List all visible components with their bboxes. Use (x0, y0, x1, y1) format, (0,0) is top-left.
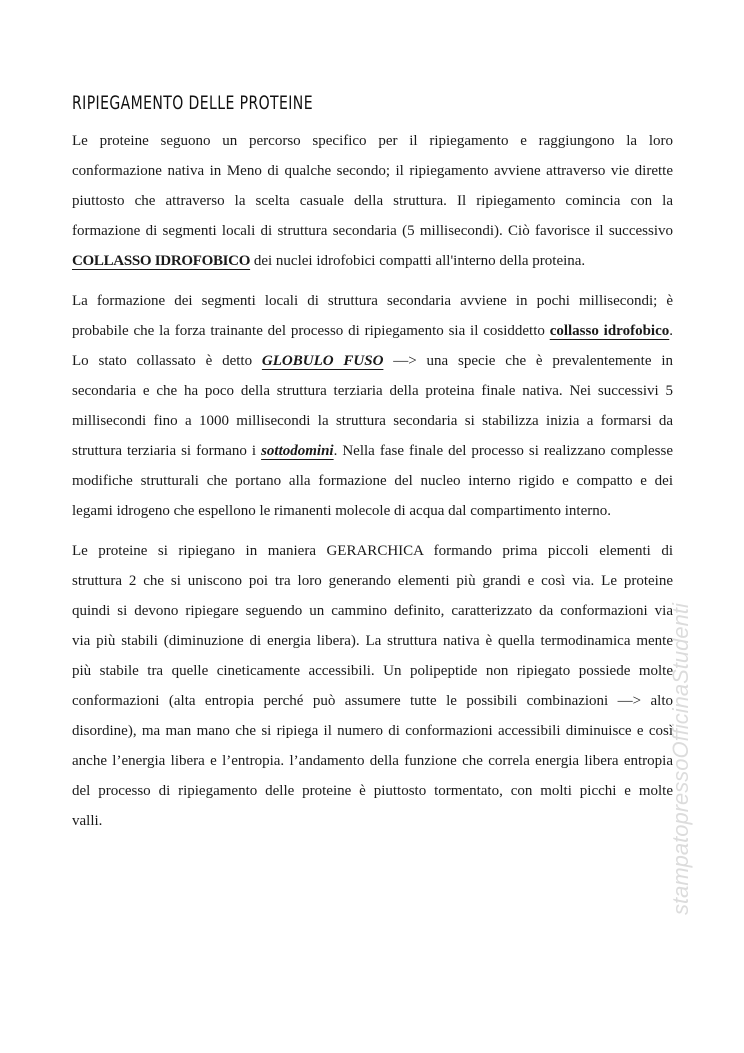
text-segment: legami idrogeno che espellono le rimanenti molecole di acqua dal compartimento interno. (72, 503, 611, 519)
text-segment: . (669, 323, 673, 339)
text-segment: formazione di segmenti locali di struttura secondaria (5 millisecondi). Ciò favorisce il successivo (72, 223, 673, 239)
text-segment: millisecondi fino a 1000 millisecondi la struttura secondaria si stabilizza inizia a formarsi da (72, 413, 673, 429)
text-segment: quindi si devono ripiegare seguendo un cammino definito, caratterizzato da conformazioni via (72, 603, 673, 619)
text-line (72, 376, 673, 406)
text-line (72, 216, 673, 246)
text-line (72, 466, 673, 496)
text-line (72, 596, 673, 626)
text-segment: anche l’energia libera e l’entropia. l’andamento della funzione che correla energia libera entropia (72, 753, 673, 769)
text-line (72, 716, 673, 746)
text-line (72, 246, 673, 276)
text-line (72, 406, 673, 436)
document-body (72, 126, 673, 846)
text-line (72, 536, 673, 566)
text-segment: struttura terziaria si formano i (72, 443, 262, 459)
text-segment: modifiche strutturali che portano alla formazione del nucleo interno rigido e compatto e dei (72, 473, 673, 489)
text-line (72, 686, 673, 716)
text-segment: valli. (72, 813, 103, 829)
paragraph (72, 536, 673, 836)
highlighted-term: sottodomini (261, 443, 334, 459)
text-segment: dei nuclei idrofobici compatti all'interno della proteina. (250, 253, 586, 269)
highlighted-term: COLLASSO IDROFOBICO (72, 253, 251, 269)
text-segment: Lo stato collassato è detto (72, 353, 262, 369)
watermark: stampatopressoOfficinaStudenti (668, 603, 693, 915)
text-segment: . Nella fase finale del processo si realizzano complesse (333, 443, 673, 459)
text-line (72, 626, 673, 656)
text-segment: probabile che la forza trainante del processo di ripiegamento sia il cosiddetto (72, 323, 550, 339)
text-line (72, 436, 673, 466)
highlighted-term: GLOBULO FUSO (261, 353, 384, 369)
text-segment: più stabile tra quelle cineticamente accessibili. Un polipeptide non ripiegato possiede molte (72, 663, 673, 679)
text-segment: conformazione nativa in Meno di qualche secondo; il ripiegamento avviene attraverso vie dirette (72, 163, 673, 179)
text-line (72, 346, 673, 376)
text-line (72, 806, 673, 836)
text-segment: secondaria e che ha poco della struttura terziaria della proteina finale nativa. Nei successivi 5 (72, 383, 673, 399)
text-line (72, 286, 673, 316)
text-segment: —> una specie che è prevalentemente in (383, 353, 673, 369)
text-line (72, 316, 673, 346)
text-segment: del processo di ripiegamento delle proteine è piuttosto tormentato, con molti picchi e molte (72, 783, 673, 799)
highlighted-term: collasso idrofobico (549, 323, 670, 339)
text-segment: Le proteine si ripiegano in maniera GERARCHICA formando prima piccoli elementi di (72, 543, 673, 559)
text-line (72, 566, 673, 596)
text-segment: Le proteine seguono un percorso specifico per il ripiegamento e raggiungono la loro (72, 133, 673, 149)
text-segment: disordine), ma man mano che si ripiega il numero di conformazioni accessibili diminuisce e così (72, 723, 673, 739)
text-line (72, 496, 673, 526)
text-line (72, 186, 673, 216)
text-line (72, 746, 673, 776)
text-segment: struttura 2 che si uniscono poi tra loro generando elementi più grandi e così via. Le proteine (72, 573, 673, 589)
text-segment: conformazioni (alta entropia perché può assumere tutte le possibili combinazioni —> alto (72, 693, 673, 709)
text-line (72, 776, 673, 806)
paragraph (72, 126, 673, 276)
text-line (72, 126, 673, 156)
text-segment: via più stabili (diminuzione di energia libera). La struttura nativa è quella termodinamica mente (72, 633, 673, 649)
text-line (72, 656, 673, 686)
text-segment: piuttosto che attraverso la scelta casuale della struttura. Il ripiegamento comincia con la (72, 193, 673, 209)
text-line (72, 156, 673, 186)
page-title: RIPIEGAMENTO DELLE PROTEINE (72, 92, 313, 114)
paragraph (72, 286, 673, 526)
text-segment: La formazione dei segmenti locali di struttura secondaria avviene in pochi millisecondi; è (72, 293, 673, 309)
